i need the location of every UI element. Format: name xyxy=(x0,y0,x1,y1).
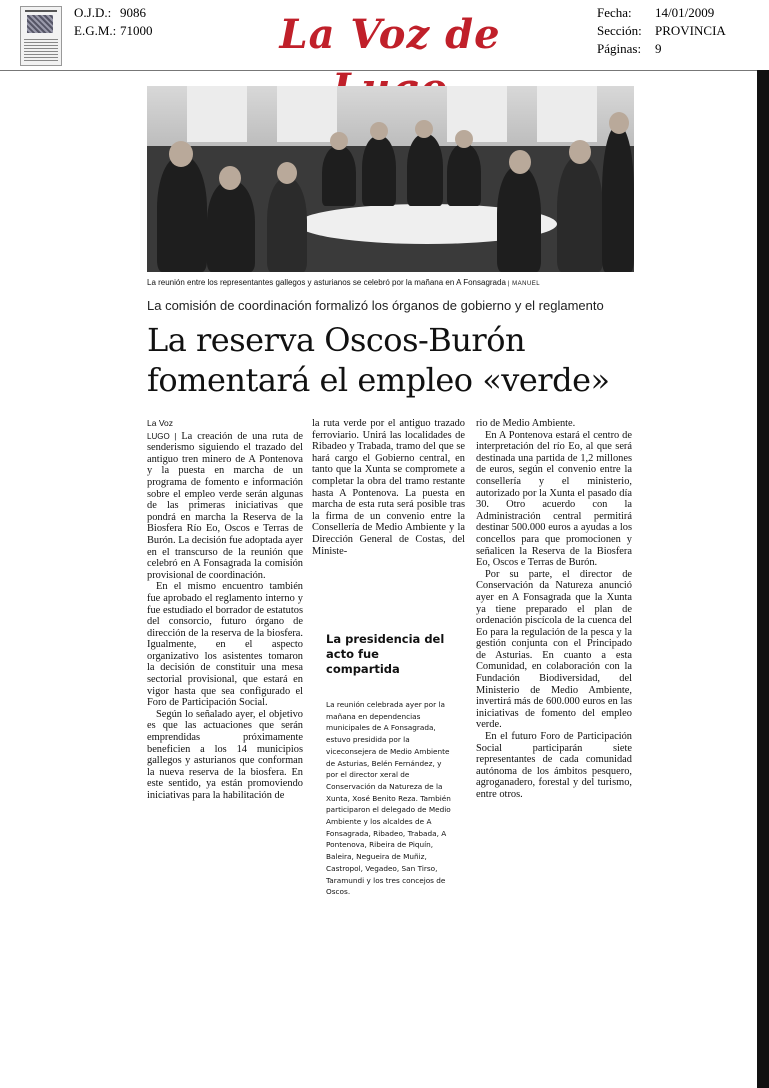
col3-paragraph-2: En A Pontenova estará el centro de interpretación del río Eo, al que será destinada una partida de 1,2 millones de euros, según el convenio entre la consellería y el ministerio, autorizado por la Xunta el pasado día 30. Otro acuerdo con la Administración central permitirá destinar 500.000 euros a ayudas a los concellos para que promocionen y señalicen la Reserva de la Biosfera Eo, Oscos e Terras de Burón. xyxy=(476,429,632,569)
photo-caption xyxy=(147,278,540,287)
article-byline: La Voz xyxy=(147,418,173,428)
paginas-value: 9 xyxy=(655,41,662,56)
audience-metrics xyxy=(74,4,153,40)
col1-paragraph-1: La creación de una ruta de senderismo siguiendo el trazado del antiguo tren minero de A Pontenova y la puesta en marcha de un programa de fomento e información sobre el empleo verde serán algunas de las primeras iniciativas que pondrá en marcha la Reserva de la Biosfera Río Eo, Oscos e Terras de Burón. La decisión fue adoptada ayer en el transcurso de la reunión que celebró en A Fonsagrada la comisión provisional de coordinación. xyxy=(147,430,304,581)
egm-label: E.G.M.: xyxy=(74,23,117,38)
page-thumbnail xyxy=(20,6,62,66)
col1-paragraph-2: En el mismo encuentro también fue aprobado el reglamento interno y fue estudiado el borrador de estatutos del consorcio, futuro órgano de dirección de la reserva de la biosfera. Igualmente, en el aspecto organizativo los asistentes tomaron la decisión de constituir una mesa sectorial provisional, que estará en vigor hasta que sea configurado el Foro de Participación Social. xyxy=(147,581,303,709)
page-edge-bar xyxy=(757,70,769,1088)
photo-credit: | MANUEL xyxy=(507,281,541,287)
egm-value: 71000 xyxy=(120,23,153,38)
ojd-label: O.J.D.: xyxy=(74,5,112,20)
article-headline xyxy=(147,320,637,400)
paginas-label: Páginas: xyxy=(597,41,642,56)
seccion-label: Sección: xyxy=(597,23,642,38)
col3-paragraph-3: Por su parte, el director de Conservación da Natureza anunció ayer en A Fonsagrada que la Xunta ya tiene preparado el plan de ordenación piscícola de la cuenca del Eo para la regulación de la pesca y la gestión conjunta con el Principado de Asturias. En cuanto a esta Comunidad, en colaboración con la Fundación Biodiversidad, del Ministerio de Medio Ambiente, invertirá más de 600.000 euros en las iniciativas de fomento del empleo verde. xyxy=(476,568,632,731)
ojd-value: 9086 xyxy=(120,5,146,20)
headline-line-1: La reserva Oscos-Burón xyxy=(147,321,526,359)
col2-paragraph-1: la ruta verde por el antiguo trazado ferroviario. Unirá las localidades de Ribadeo y Trabada, tramo del que se hará cargo el Gobierno central, en tanto que la Xunta se compromete a completar la obra del tramo restante hasta A Pontenova. La puesta en marcha de esta ruta será posible tras la firma de un convenio entre la Consellería de Medio Ambiente y la Dirección General de Costas, del Ministe- xyxy=(312,418,465,557)
article-column-3 xyxy=(476,418,632,801)
publication-info xyxy=(597,4,726,58)
header-divider xyxy=(0,70,769,71)
article-location: LUGO | xyxy=(147,431,177,441)
headline-line-2: fomentará el empleo «verde» xyxy=(147,361,610,399)
masthead-logo: La Voz de xyxy=(279,11,501,58)
fecha-value: 14/01/2009 xyxy=(655,5,715,20)
sidebar-title: La presidencia del acto fue compartida xyxy=(326,632,445,676)
sidebar-text: La reunión celebrada ayer por la mañana en dependencias municipales de A Fonsagrada, estuvo presidida por la viceconsejera de Medio Ambiente de Asturias, Belén Fernández, y por el director xeral de Conservación da Natureza de la Xunta, Xosé Benito Reza. También participaron el delegado de Medio Ambiente y los alcaldes de A Fonsagrada, Ribadeo, Trabada, A Pontenova, Ribeira de Piquín, Baleira, Negueira de Muñiz, Castropol, Vegadeo, San Tirso, Taramundi y los tres concejos de Oscos. xyxy=(326,700,451,897)
col1-paragraph-3: Según lo señalado ayer, el objetivo es que las actuaciones que serán emprendidas próximamente beneficien a los 14 municipios gallegos y asturianos que conforman la nueva reserva de la biosfera. En este sentido, ya están promoviendo iniciativas para la habilitación de xyxy=(147,708,303,801)
seccion-value: PROVINCIA xyxy=(655,23,726,38)
article-column-2 xyxy=(312,418,465,557)
fecha-label: Fecha: xyxy=(597,5,632,20)
meeting-photo xyxy=(147,86,634,272)
col3-paragraph-1: rio de Medio Ambiente. xyxy=(476,418,576,429)
article-column-1 xyxy=(147,418,303,802)
col3-paragraph-4: En el futuro Foro de Participación Social participarán siete representantes de cada comunidad autónoma de los ámbitos pesquero, agroganadero, forestal y del turismo, entre otros. xyxy=(476,731,632,800)
sidebar-box xyxy=(326,632,454,898)
article-kicker: La comisión de coordinación formalizó los órganos de gobierno y el reglamento xyxy=(147,298,604,313)
photo-caption-text: La reunión entre los representantes gallegos y asturianos se celebró por la mañana en A Fonsagrada xyxy=(147,278,506,287)
